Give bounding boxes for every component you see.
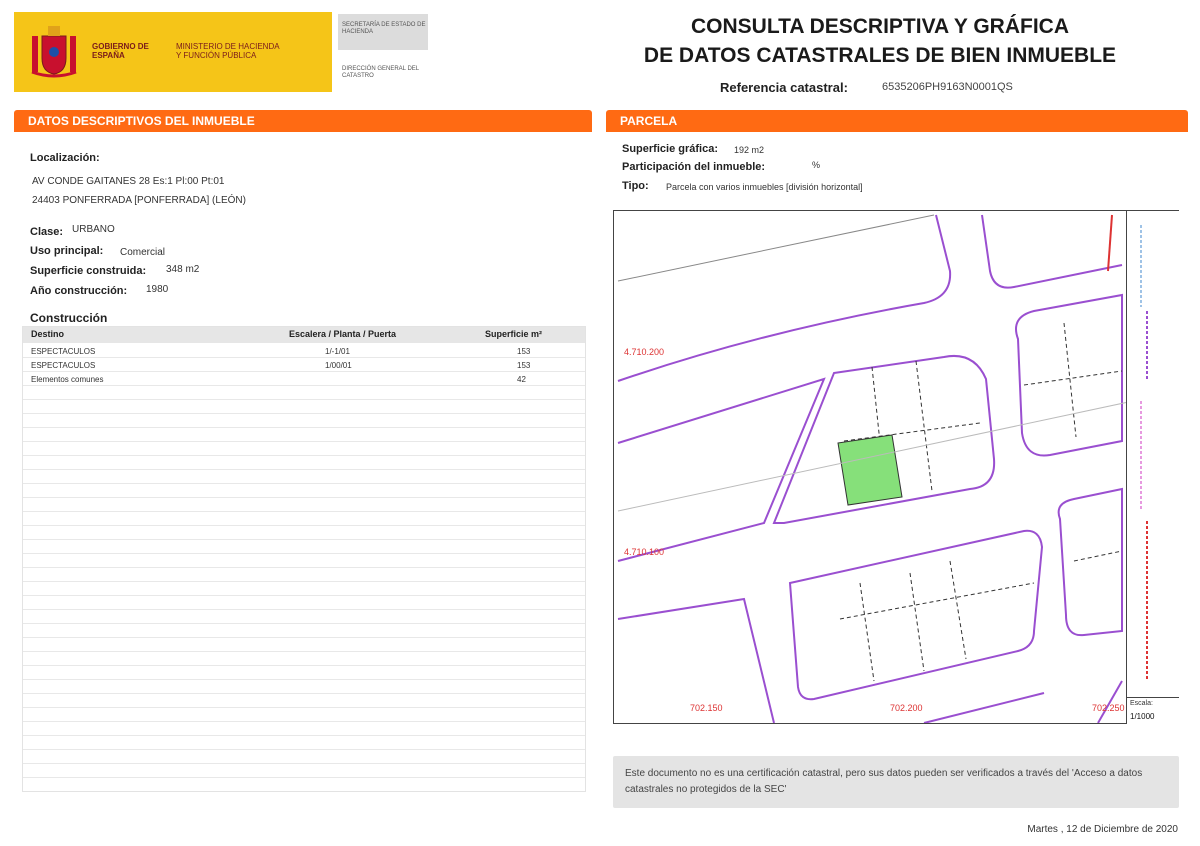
localizacion-label: Localización: [30, 152, 100, 164]
cell-superficie: 42 [517, 375, 526, 384]
table-row-line [23, 399, 585, 400]
table-row-line [23, 665, 585, 666]
address-line2: 24403 PONFERRADA [PONFERRADA] (LEÓN) [32, 195, 246, 206]
table-row-line [23, 413, 585, 414]
coord-label: 702.200 [890, 703, 923, 713]
cell-escalera: 1/-1/01 [325, 347, 350, 356]
table-row-line [23, 357, 585, 358]
table-row-line [23, 441, 585, 442]
table-row-line [23, 735, 585, 736]
table-row-line [23, 385, 585, 386]
table-row-line [23, 469, 585, 470]
table-row-line [23, 693, 585, 694]
superficie-grafica-label: Superficie gráfica: [622, 143, 718, 155]
table-row-line [23, 777, 585, 778]
map-drawing [614, 211, 1179, 724]
table-row-line [23, 511, 585, 512]
cell-superficie: 153 [517, 361, 531, 370]
coord-label: 702.150 [690, 703, 723, 713]
table-row-line [23, 679, 585, 680]
coord-label: 4.710.100 [624, 547, 665, 557]
table-row-line [23, 651, 585, 652]
scale-label: Escala: [1130, 700, 1153, 707]
direccion-text: DIRECCIÓN GENERAL DEL CATASTRO [342, 66, 419, 79]
refcat-value: 6535206PH9163N0001QS [882, 81, 1013, 93]
cell-destino: ESPECTACULOS [31, 347, 96, 356]
table-row-line [23, 567, 585, 568]
page-title [610, 12, 1150, 70]
map-legend [1126, 211, 1179, 697]
table-row-line [23, 539, 585, 540]
document-date: Martes , 12 de Diciembre de 2020 [1027, 824, 1178, 835]
table-header [23, 327, 585, 343]
table-row-line [23, 455, 585, 456]
uso-label: Uso principal: [30, 245, 104, 257]
refcat-label: Referencia catastral: [720, 80, 848, 95]
table-row-line [23, 553, 585, 554]
legend-drawing [1127, 211, 1179, 697]
table-row-line [23, 371, 585, 372]
th-destino: Destino [31, 329, 65, 339]
superficie-label: Superficie construida: [30, 265, 147, 277]
cell-superficie: 153 [517, 347, 531, 356]
table-row-line [23, 763, 585, 764]
participacion-value: % [812, 160, 821, 170]
ministerio-text: MINISTERIO DE HACIENDA Y FUNCIÓN PÚBLICA [176, 42, 280, 60]
coat-of-arms-icon [28, 22, 80, 80]
superficie-grafica-value: 192 m2 [734, 145, 765, 155]
section-bar-parcela: PARCELA [606, 110, 1188, 132]
cell-destino: ESPECTACULOS [31, 361, 96, 370]
coord-label: 702.250 [1092, 703, 1125, 713]
secretaria-text: SECRETARÍA DE ESTADO DE HACIENDA [342, 22, 426, 35]
table-row-line [23, 497, 585, 498]
table-row-line [23, 525, 585, 526]
title-line1: CONSULTA DESCRIPTIVA Y GRÁFICA [690, 15, 1070, 38]
clase-label: Clase: [30, 226, 64, 238]
tipo-label: Tipo: [622, 180, 649, 192]
table-row-line [23, 721, 585, 722]
tipo-value: Parcela con varios inmuebles [división horizontal] [666, 182, 863, 192]
table-row-line [23, 749, 585, 750]
gobierno-text: GOBIERNO DE ESPAÑA [92, 42, 149, 60]
cadastral-map[interactable] [613, 210, 1179, 724]
cell-escalera: 1/00/01 [325, 361, 352, 370]
address-line1: AV CONDE GAITANES 28 Es:1 Pl:00 Pt:01 [32, 176, 225, 187]
clase-value: URBANO [72, 224, 115, 235]
anio-value: 1980 [146, 284, 169, 295]
scale-value: 1/1000 [1130, 712, 1155, 721]
title-line2: DE DATOS CATASTRALES DE BIEN INMUEBLE [643, 44, 1117, 67]
table-row-line [23, 609, 585, 610]
disclaimer-text: Este documento no es una certificación catastral, pero sus datos pueden ser verificados a través del 'Acceso a datos catastrales no protegidos de la SEC' [625, 768, 1143, 795]
anio-label: Año construcción: [30, 285, 128, 297]
coord-label: 4.710.200 [624, 347, 665, 357]
section-bar-datos: DATOS DESCRIPTIVOS DEL INMUEBLE [14, 110, 592, 132]
table-row-line [23, 581, 585, 582]
construccion-label: Construcción [30, 311, 108, 325]
th-superficie: Superficie m² [485, 329, 543, 339]
table-row-line [23, 637, 585, 638]
uso-value: Comercial [120, 247, 166, 258]
table-row-line [23, 427, 585, 428]
table-row-line [23, 707, 585, 708]
table-row-line [23, 595, 585, 596]
cell-destino: Elementos comunes [31, 375, 104, 384]
construccion-table [22, 326, 586, 792]
table-row-line [23, 623, 585, 624]
table-row-line [23, 483, 585, 484]
th-escalera: Escalera / Planta / Puerta [289, 329, 397, 339]
participacion-label: Participación del inmueble: [622, 161, 766, 173]
superficie-value: 348 m2 [166, 264, 200, 275]
